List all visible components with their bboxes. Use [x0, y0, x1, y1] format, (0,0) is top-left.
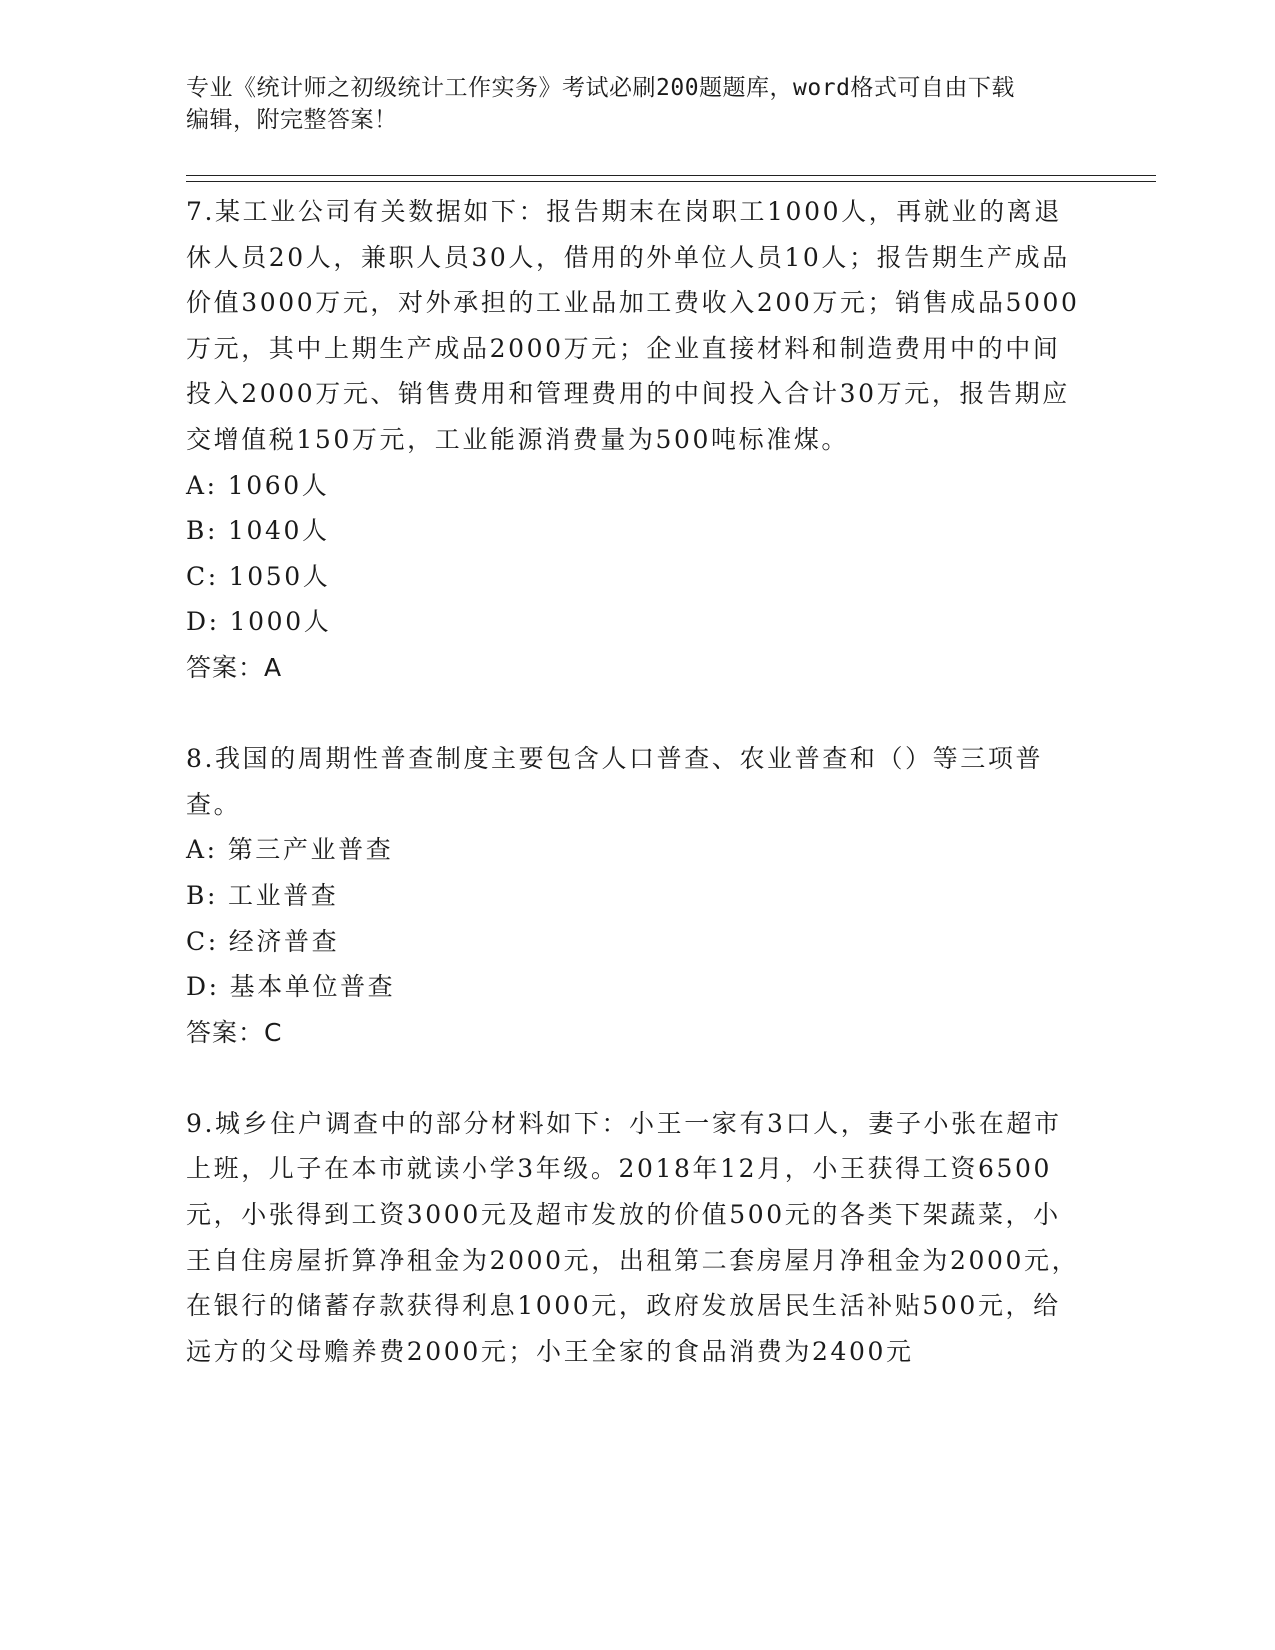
header-line-1: 专业《统计师之初级统计工作实务》考试必刷200题题库，word格式可自由下载: [186, 75, 1015, 101]
option-text: 经济普查: [228, 926, 340, 956]
option-text: 工业普查: [228, 880, 339, 910]
answer-line: 答案：A: [186, 652, 283, 682]
question-stem: 9.城乡住户调查中的部分材料如下：小王一家有3口人，妻子小张在超市上班，儿子在本市就读小学3年级。2018年12月，小王获得工资6500元，小张得到工资3000元及超市发放的价值500元的各类下架蔬菜，小王自住房屋折算净租金为2000元，出租第二套房屋月净租金为2000元，在银行的储蓄存款获得利息1000元，政府发放居民生活补贴500元，给远方的父母赡养费2000元；小王全家的食品消费为2400元: [186, 1108, 1080, 1366]
option-c: [186, 919, 1086, 965]
option-text: 1060人: [227, 470, 330, 500]
option-d: [186, 964, 1086, 1010]
answer-line: 答案：C: [186, 1017, 283, 1047]
option-text: 1000人: [229, 607, 332, 637]
option-d: [186, 599, 1086, 645]
option-key: C:: [186, 561, 219, 591]
question-9: [186, 1101, 1086, 1375]
option-b: [186, 508, 1086, 554]
header-divider-top: [186, 175, 1156, 176]
option-key: A:: [186, 470, 218, 500]
option-text: 基本单位普查: [229, 972, 396, 1002]
page-header: [186, 72, 1086, 136]
question-list: [186, 189, 1086, 1420]
option-list: [186, 827, 1086, 1009]
option-key: C:: [186, 926, 219, 956]
option-key: B:: [186, 880, 218, 910]
question-8: [186, 736, 1086, 1055]
question-7: [186, 189, 1086, 691]
option-key: D:: [186, 972, 220, 1002]
option-b: [186, 873, 1086, 919]
option-a: [186, 827, 1086, 873]
option-list: [186, 463, 1086, 645]
question-stem: 8.我国的周期性普查制度主要包含人口普查、农业普查和（）等三项普查。: [186, 744, 1044, 819]
option-text: 1040人: [228, 516, 330, 546]
option-key: B:: [186, 516, 218, 546]
header-line-2: 编辑，附完整答案！: [186, 107, 398, 133]
option-key: D:: [186, 607, 220, 637]
question-stem: 7.某工业公司有关数据如下：报告期末在岗职工1000人，再就业的离退休人员20人，兼职人员30人，借用的外单位人员10人；报告期生产成品价值3000万元，对外承担的工业品加工费收入200万元；销售成品5000万元，其中上期生产成品2000万元；企业直接材料和制造费用中的中间投入2000万元、销售费用和管理费用的中间投入合计30万元，报告期应交增值税150万元，工业能源消费量为500吨标准煤。: [186, 197, 1080, 454]
header-divider-bottom: [186, 181, 1156, 182]
option-a: [186, 463, 1086, 509]
option-c: [186, 554, 1086, 600]
option-text: 1050人: [228, 561, 331, 591]
option-key: A:: [186, 835, 218, 865]
option-text: 第三产业普查: [227, 835, 394, 865]
